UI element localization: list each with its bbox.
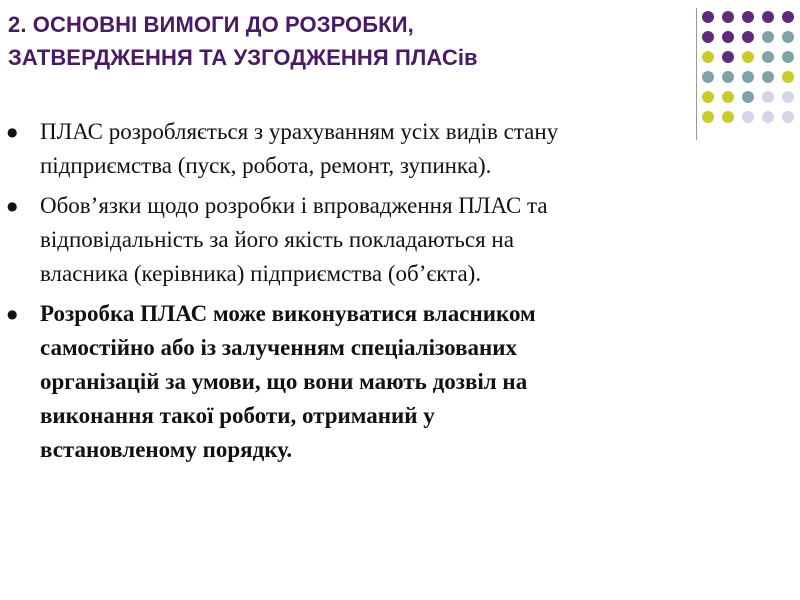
decorative-dot <box>742 71 754 83</box>
bullet-text-line: підприємства (пуск, робота, ремонт, зупинка). <box>40 153 492 178</box>
decorative-dot <box>762 31 774 43</box>
decorative-dot <box>782 71 794 83</box>
decorative-dot <box>782 91 794 103</box>
bullet-item <box>6 189 796 291</box>
decorative-dot <box>722 11 734 23</box>
decorative-dot <box>722 71 734 83</box>
decorative-dot <box>702 31 714 43</box>
bullet-dot-icon: ● <box>7 125 18 139</box>
bullet-dot-icon: ● <box>7 307 18 321</box>
bullet-text-line: відповідальність за його якість покладаються на <box>40 227 514 252</box>
bullet-text-line: ПЛАС розробляється з урахуванням усіх видів стану <box>40 119 559 144</box>
decorative-dot <box>742 31 754 43</box>
decorative-dot <box>702 71 714 83</box>
bullet-text-line: власника (керівника) підприємства (об’єкта). <box>40 261 482 286</box>
bullet-text-line: виконання такої роботи, отриманий у <box>40 403 435 428</box>
decorative-dot <box>782 31 794 43</box>
decorative-dot <box>762 11 774 23</box>
decorative-dot <box>702 91 714 103</box>
bullet-text-line: організацій за умови, що вони мають дозвіл на <box>40 369 528 394</box>
decorative-dot <box>762 71 774 83</box>
decorative-dot <box>722 91 734 103</box>
bullet-list <box>6 115 796 473</box>
decorative-dot <box>762 51 774 63</box>
decorative-dot <box>702 11 714 23</box>
decorative-dot <box>782 11 794 23</box>
bullet-dot-icon: ● <box>7 199 18 213</box>
bullet-item <box>6 297 796 467</box>
decorative-dot <box>702 51 714 63</box>
bullet-item <box>6 115 796 183</box>
decorative-dot <box>722 31 734 43</box>
slide-title <box>8 8 698 74</box>
decorative-dot <box>722 51 734 63</box>
title-line-1: 2. ОСНОВНІ ВИМОГИ ДО РОЗРОБКИ, <box>8 12 414 37</box>
decorative-dot <box>742 11 754 23</box>
bullet-text-line: самостійно або із залученням спеціалізованих <box>40 335 517 360</box>
title-line-2: ЗАТВЕРДЖЕННЯ ТА УЗГОДЖЕННЯ ПЛАСів <box>8 45 478 70</box>
decorative-dot <box>782 51 794 63</box>
bullet-text-line: Розробка ПЛАС може виконуватися власником <box>40 301 536 326</box>
bullet-text-line: Обов’язки щодо розробки і впровадження ПЛАС та <box>40 193 548 218</box>
decorative-dot <box>742 51 754 63</box>
decorative-dot <box>762 91 774 103</box>
decorative-dot-grid <box>702 11 798 131</box>
bullet-text-line: встановленому порядку. <box>40 437 293 462</box>
decorative-dot <box>742 91 754 103</box>
